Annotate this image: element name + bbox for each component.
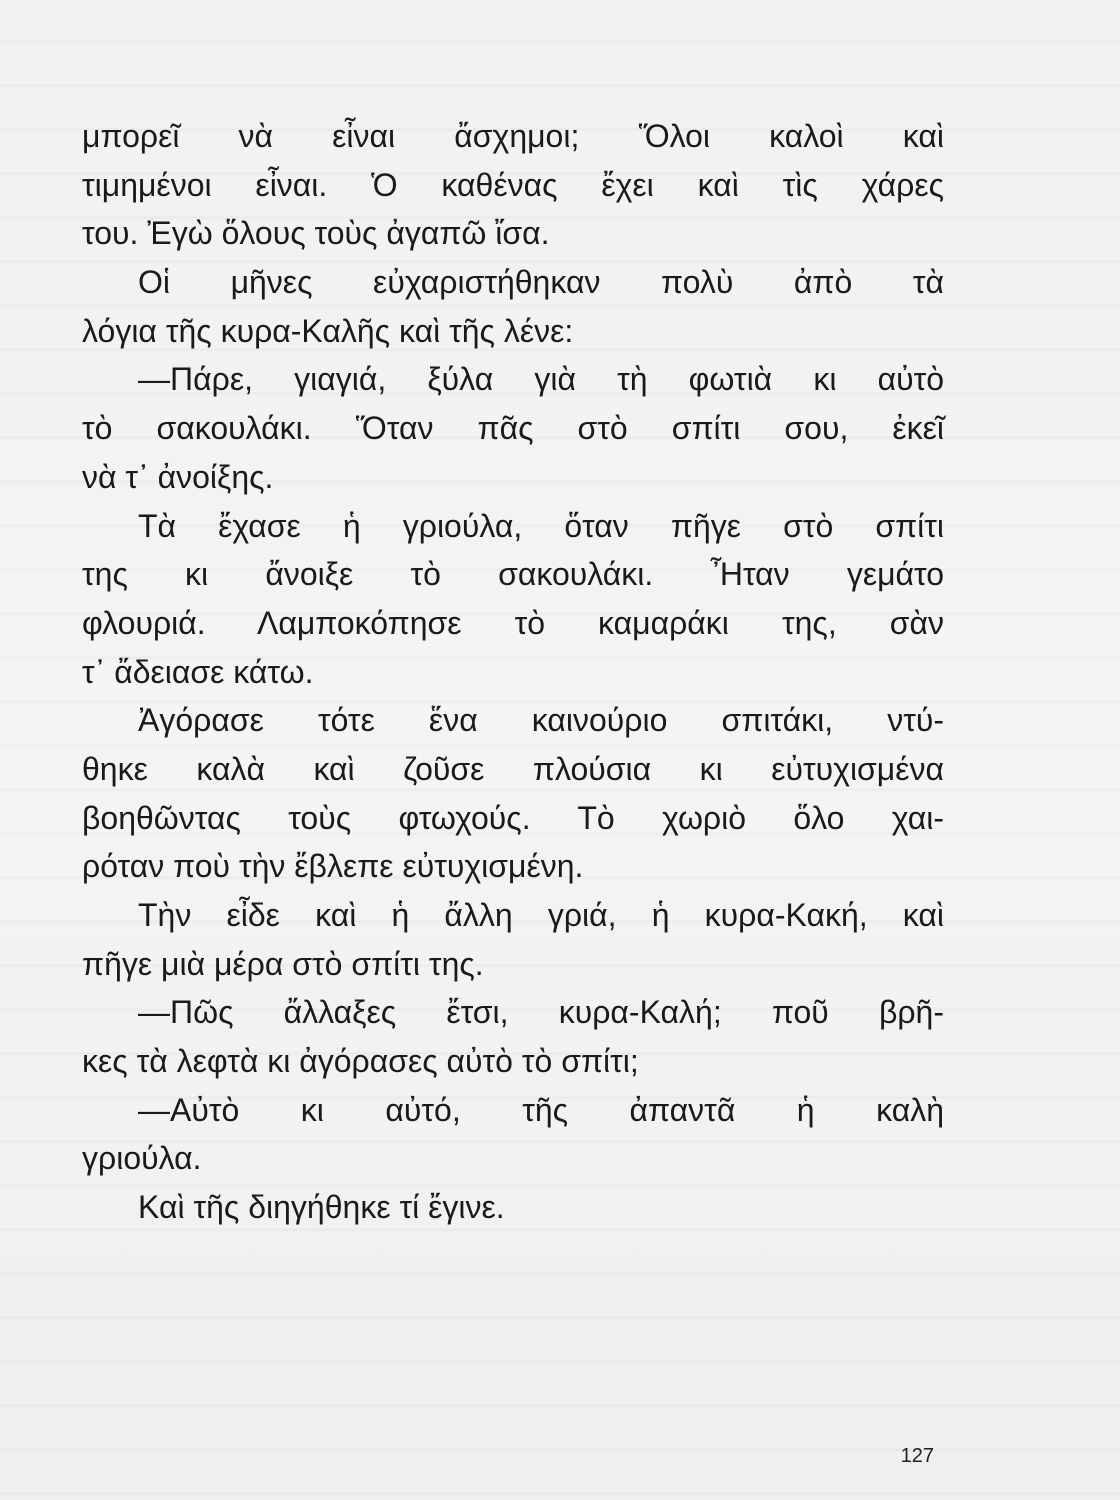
text-line: της κι ἄνοιξε τὸ σακουλάκι. Ἦταν γεμάτο [82,556,944,593]
text-line: του. Ἐγὼ ὅλους τοὺς ἀγαπῶ ἴσα. [82,215,550,252]
text-line: —Αὐτὸ κι αὐτό, τῆς ἀπαντᾶ ἡ καλὴ [138,1091,944,1128]
text-line: ρόταν ποὺ τὴν ἔβλεπε εὐτυχισμένη. [82,848,584,885]
text-line: βοηθῶντας τοὺς φτωχούς. Τὸ χωριὸ ὅλο χαι- [82,799,944,836]
text-line: τ᾽ ἄδειασε κάτω. [82,653,314,690]
text-line: Καὶ τῆς διηγήθηκε τί ἔγινε. [138,1189,505,1226]
text-line: νὰ τ᾽ ἀνοίξης. [82,458,274,495]
text-line: κες τὰ λεφτὰ κι ἀγόρασες αὐτὸ τὸ σπίτι; [82,1043,639,1080]
text-line: μπορεῖ νὰ εἶναι ἄσχημοι; Ὅλοι καλοὶ καὶ [82,118,944,154]
text-line: γριούλα. [82,1140,202,1177]
page-number: 127 [900,1445,934,1467]
text-line: τὸ σακουλάκι. Ὅταν πᾶς στὸ σπίτι σου, ἐκεῖ [82,410,944,447]
text-line: Ἀγόρασε τότε ἕνα καινούριο σπιτάκι, ντύ- [138,702,944,739]
text-line: λόγια τῆς κυρα-Καλῆς καὶ τῆς λένε: [82,312,574,349]
body-text [82,112,944,1232]
text-line: τιμημένοι εἶναι. Ὁ καθένας ἔχει καὶ τὶς χάρες [82,166,944,203]
text-line: —Πῶς ἄλλαξες ἔτσι, κυρα-Καλή; ποῦ βρῆ- [138,994,944,1031]
text-line: —Πάρε, γιαγιά, ξύλα γιὰ τὴ φωτιὰ κι αὐτὸ [138,361,944,398]
text-line: θηκε καλὰ καὶ ζοῦσε πλούσια κι εὐτυχισμένα [82,750,944,787]
text-line: Οἱ μῆνες εὐχαριστήθηκαν πολὺ ἀπὸ τὰ [138,264,944,301]
text-line: Τὴν εἶδε καὶ ἡ ἄλλη γριά, ἡ κυρα-Κακή, καὶ [138,897,944,933]
text-line: πῆγε μιὰ μέρα στὸ σπίτι της. [82,945,484,982]
text-line: Τὰ ἔχασε ἡ γριούλα, ὅταν πῆγε στὸ σπίτι [138,507,944,544]
text-line: φλουριά. Λαμποκόπησε τὸ καμαράκι της, σὰν [82,604,944,641]
